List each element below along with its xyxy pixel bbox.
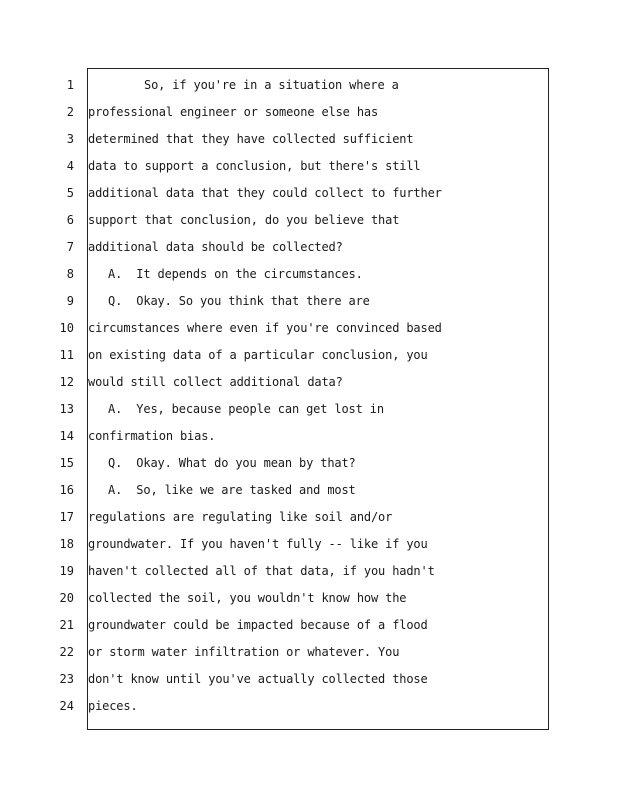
transcript-line: support that conclusion, do you believe that [88,213,400,227]
transcript-line: groundwater could be impacted because of a flood [88,618,428,632]
line-number: 16 [59,483,74,497]
transcript-line: on existing data of a particular conclusion, you [88,348,428,362]
transcript-line: or storm water infiltration or whatever. You [88,645,400,659]
transcript-line: haven't collected all of that data, if you hadn't [88,564,435,578]
transcript-line: additional data that they could collect to further [88,186,442,200]
line-number: 1 [66,78,74,92]
line-number: 13 [59,402,74,416]
transcript-line: A. Yes, because people can get lost in [108,402,384,416]
line-number: 22 [59,645,74,659]
line-number: 12 [59,375,74,389]
transcript-line: So, if you're in a situation where a [144,78,399,92]
line-number: 3 [66,132,74,146]
transcript-line: confirmation bias. [88,429,216,443]
transcript-line: A. So, like we are tasked and most [108,483,356,497]
transcript-line: regulations are regulating like soil and/or [88,510,393,524]
transcript-line: pieces. [88,699,138,713]
transcript-line: data to support a conclusion, but there's still [88,159,421,173]
transcript-line: A. It depends on the circumstances. [108,267,363,281]
transcript-line: groundwater. If you haven't fully -- like if you [88,537,428,551]
transcript-line: professional engineer or someone else has [88,105,379,119]
line-number: 6 [66,213,74,227]
line-number: 5 [66,186,74,200]
line-number: 15 [59,456,74,470]
line-number: 19 [59,564,74,578]
transcript-line: determined that they have collected sufficient [88,132,414,146]
line-number: 14 [59,429,74,443]
line-number: 20 [59,591,74,605]
line-number: 4 [66,159,74,173]
line-number: 8 [66,267,74,281]
transcript-line: circumstances where even if you're convinced based [88,321,442,335]
line-number: 24 [59,699,74,713]
line-number: 10 [59,321,74,335]
transcript-line: Q. Okay. What do you mean by that? [108,456,356,470]
transcript-line: additional data should be collected? [88,240,343,254]
line-number: 2 [66,105,74,119]
line-number: 7 [66,240,74,254]
line-number: 23 [59,672,74,686]
line-number: 17 [59,510,74,524]
line-number: 18 [59,537,74,551]
transcript-line: don't know until you've actually collected those [88,672,428,686]
transcript-line: would still collect additional data? [88,375,343,389]
transcript-line: collected the soil, you wouldn't know how the [88,591,407,605]
line-number: 9 [66,294,74,308]
line-number: 21 [59,618,74,632]
line-number: 11 [59,348,74,362]
transcript-line: Q. Okay. So you think that there are [108,294,370,308]
